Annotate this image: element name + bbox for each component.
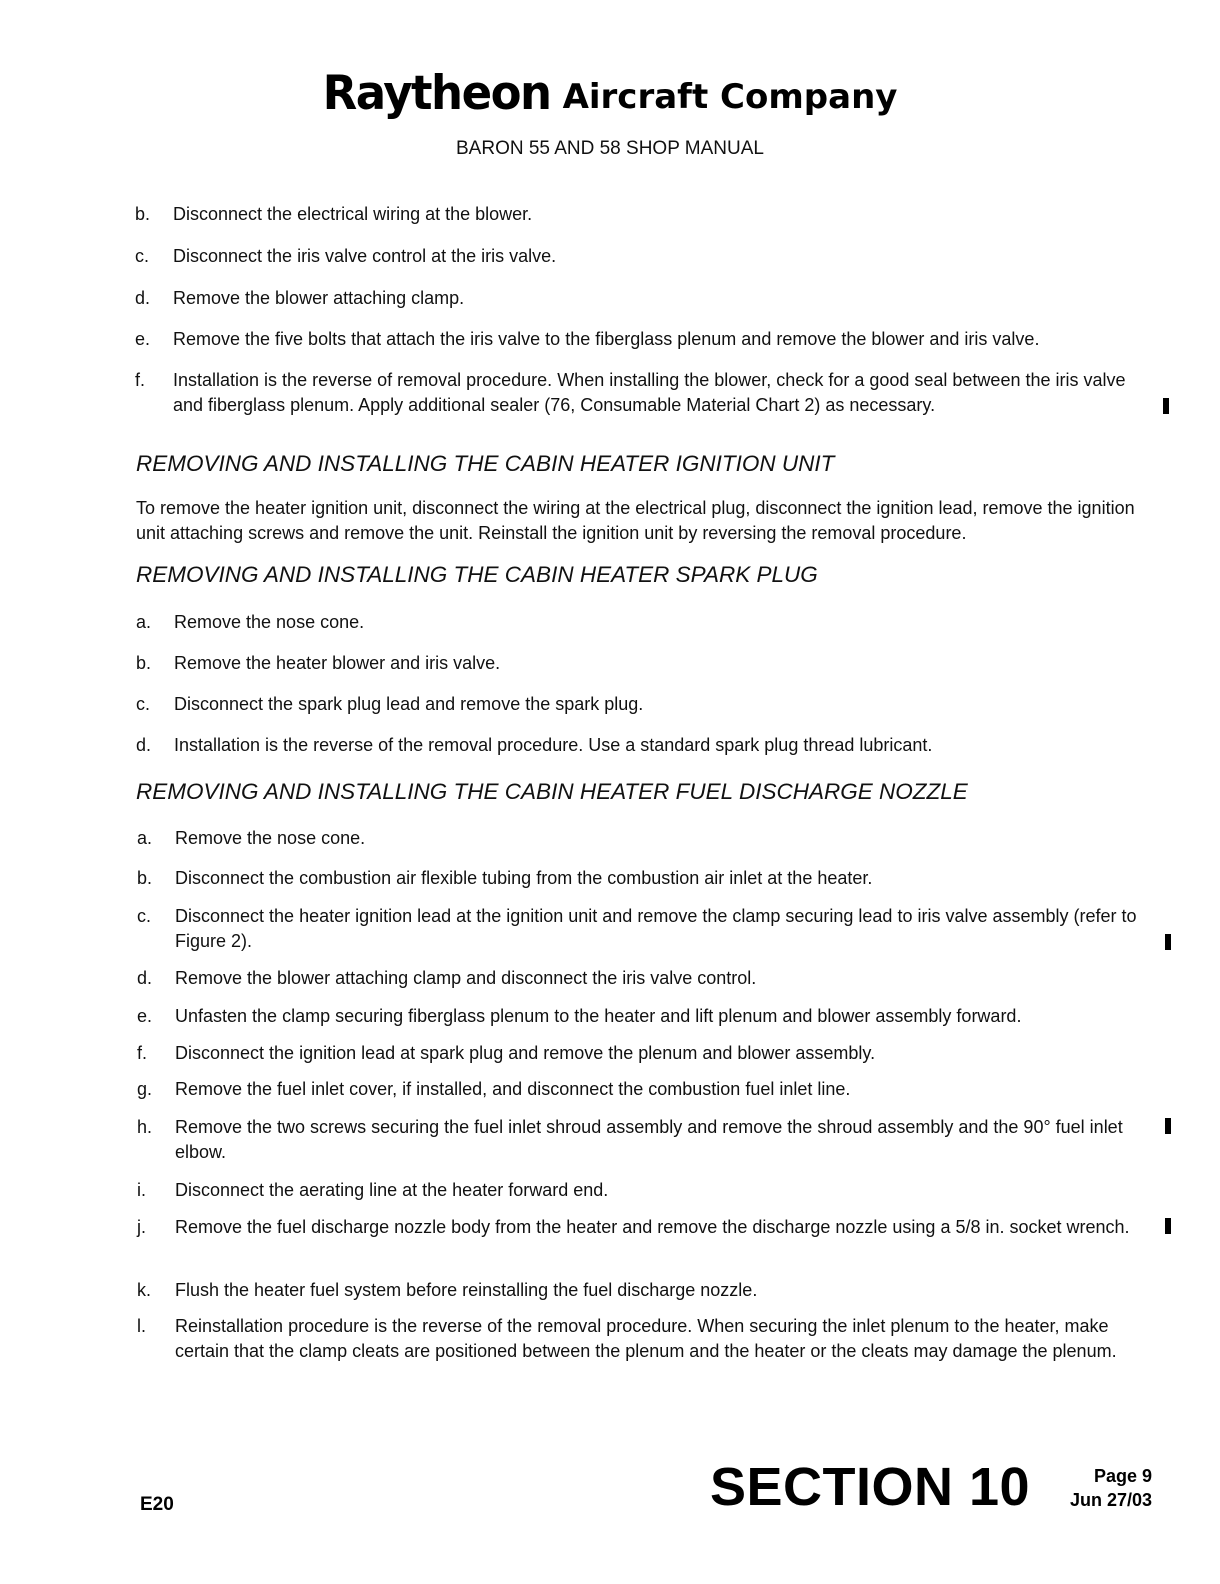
company-logo: [0, 66, 1220, 119]
change-bar: [1165, 934, 1171, 950]
list-item: [137, 1004, 1147, 1029]
list-item-letter: a.: [136, 612, 152, 632]
section-number: SECTION 10: [710, 1457, 1031, 1517]
list-item: [135, 202, 1145, 227]
list-item: [137, 1041, 1147, 1066]
list-item-text: Remove the blower attaching clamp.: [173, 288, 465, 308]
list-item: [136, 692, 1146, 717]
list-item-text: Disconnect the heater ignition lead at the ignition unit and remove the clamp securing lead to iris valve assembly (refer to Figure 2).: [175, 906, 1137, 951]
section-paragraph: To remove the heater ignition unit, disconnect the wiring at the electrical plug, disconnect the ignition lead, remove the ignition unit attaching screws and remove the unit. Reinstall the ignition unit by reversing the removal procedure.: [136, 498, 1135, 543]
list-item: [135, 368, 1145, 418]
list-item: [137, 1278, 1147, 1303]
list-item: [135, 244, 1145, 269]
section-heading: REMOVING AND INSTALLING THE CABIN HEATER SPARK PLUG: [136, 562, 818, 587]
list-item: [137, 826, 1147, 851]
list-item: [136, 610, 1146, 635]
list-item-letter: k.: [137, 1280, 152, 1300]
list-item: [137, 966, 1147, 991]
list-item-text: Flush the heater fuel system before reinstalling the fuel discharge nozzle.: [175, 1280, 758, 1300]
list-item-letter: j.: [137, 1217, 146, 1237]
effectivity-code: E20: [140, 1494, 174, 1515]
list-item-letter: c.: [135, 246, 150, 266]
list-item-letter: e.: [135, 329, 151, 349]
list-item-letter: b.: [135, 204, 151, 224]
change-bar: [1165, 1218, 1171, 1234]
list-item-letter: i.: [137, 1180, 146, 1200]
list-item-text: Installation is the reverse of removal procedure. When installing the blower, check for a good seal between the iris valve and fiberglass plenum. Apply additional sealer (76, Consumable Material Chart 2) as necessary.: [173, 370, 1126, 415]
list-item-letter: a.: [137, 828, 153, 848]
list-item-text: Remove the fuel inlet cover, if installed, and disconnect the combustion fuel inlet line.: [175, 1079, 851, 1099]
list-item: [135, 286, 1145, 311]
list-item-letter: d.: [136, 735, 152, 755]
list-item-text: Remove the five bolts that attach the iris valve to the fiberglass plenum and remove the blower and iris valve.: [173, 329, 1040, 349]
list-item-text: Remove the nose cone.: [174, 612, 365, 632]
list-item-letter: h.: [137, 1117, 153, 1137]
list-item-text: Disconnect the aerating line at the heater forward end.: [175, 1180, 609, 1200]
list-item-letter: d.: [135, 288, 151, 308]
list-item: [136, 733, 1146, 758]
manual-title: BARON 55 AND 58 SHOP MANUAL: [456, 138, 764, 159]
list-item-text: Reinstallation procedure is the reverse of the removal procedure. When securing the inlet plenum to the heater, make certain that the clamp cleats are positioned between the plenum and the heater or the cleats may damage the plenum.: [175, 1316, 1117, 1361]
list-item: [137, 904, 1147, 954]
list-item-text: Disconnect the electrical wiring at the blower.: [173, 204, 533, 224]
list-item-letter: e.: [137, 1006, 153, 1026]
list-item-text: Disconnect the combustion air flexible tubing from the combustion air inlet at the heater.: [175, 868, 873, 888]
list-item-letter: f.: [135, 370, 146, 390]
list-item-text: Disconnect the spark plug lead and remove the spark plug.: [174, 694, 644, 714]
list-item-text: Remove the heater blower and iris valve.: [174, 653, 501, 673]
list-item: [137, 1314, 1147, 1389]
list-item-letter: b.: [136, 653, 152, 673]
page-number: Page 9: [1093, 1466, 1152, 1486]
list-item-text: Unfasten the clamp securing fiberglass plenum to the heater and lift plenum and blower assembly forward.: [175, 1006, 1022, 1026]
revision-date: Jun 27/03: [1069, 1490, 1152, 1510]
list-item-letter: b.: [137, 868, 153, 888]
list-item-letter: c.: [137, 906, 152, 926]
list-item-text: Remove the fuel discharge nozzle body from the heater and remove the discharge nozzle using a 5/8 in. socket wrench.: [175, 1217, 1130, 1237]
company-name: Aircraft Company: [562, 77, 898, 117]
list-item-text: Disconnect the iris valve control at the iris valve.: [173, 246, 557, 266]
list-item-letter: c.: [136, 694, 151, 714]
list-item-letter: l.: [137, 1316, 146, 1336]
list-item-text: Disconnect the ignition lead at spark plug and remove the plenum and blower assembly.: [175, 1043, 876, 1063]
raytheon-wordmark: Raytheon: [322, 64, 551, 121]
change-bar: [1165, 1118, 1171, 1134]
change-bar: [1163, 398, 1169, 414]
list-item: [135, 327, 1145, 352]
section-heading: REMOVING AND INSTALLING THE CABIN HEATER FUEL DISCHARGE NOZZLE: [136, 779, 968, 804]
list-item-text: Installation is the reverse of the removal procedure. Use a standard spark plug thread lubricant.: [174, 735, 933, 755]
list-item: [137, 866, 1147, 891]
list-item-text: Remove the two screws securing the fuel inlet shroud assembly and remove the shroud assembly and the 90° fuel inlet elbow.: [175, 1117, 1123, 1162]
list-item: [137, 1115, 1147, 1165]
list-item-text: Remove the nose cone.: [175, 828, 366, 848]
list-item: [137, 1215, 1147, 1265]
list-item: [136, 651, 1146, 676]
list-item: [137, 1178, 1147, 1203]
list-item-letter: d.: [137, 968, 153, 988]
list-item-letter: f.: [137, 1043, 148, 1063]
list-item: [137, 1077, 1147, 1102]
list-item-letter: g.: [137, 1079, 153, 1099]
list-item-text: Remove the blower attaching clamp and disconnect the iris valve control.: [175, 968, 757, 988]
page-info: [1060, 1464, 1152, 1512]
section-heading: REMOVING AND INSTALLING THE CABIN HEATER IGNITION UNIT: [136, 451, 835, 476]
